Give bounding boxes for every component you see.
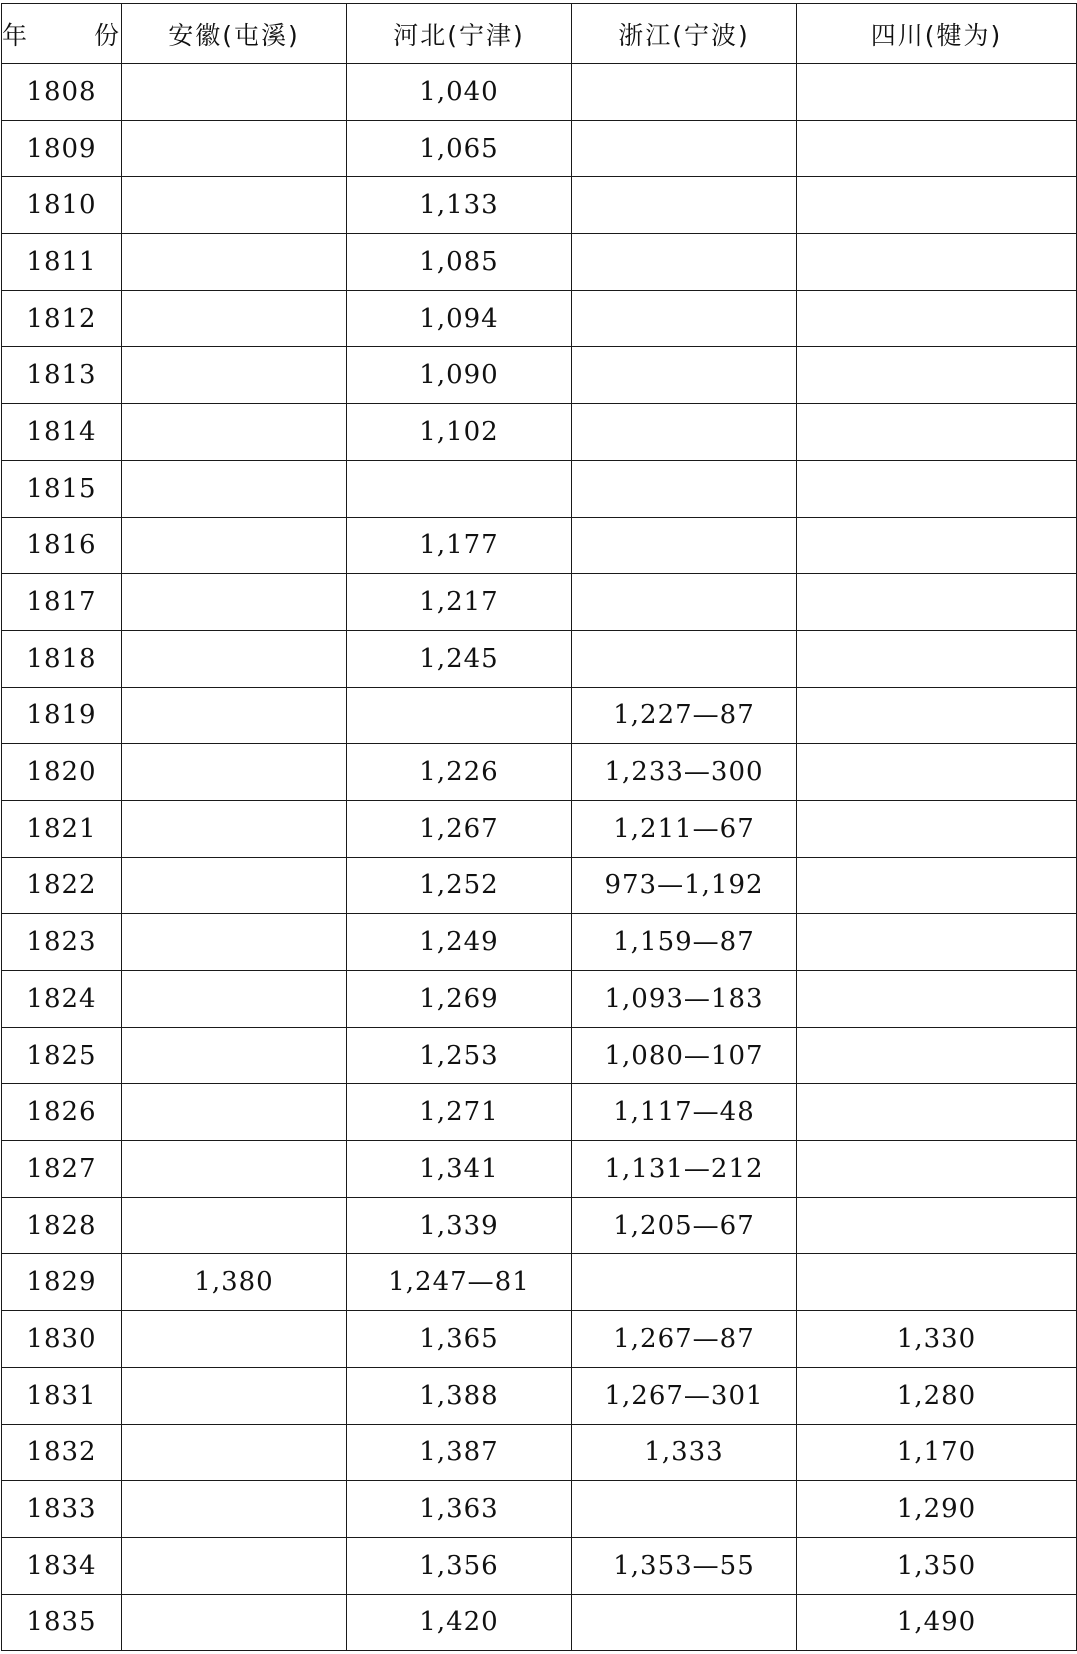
cell-hebei-ningjin: [347, 687, 572, 744]
cell-hebei-ningjin: 1,094: [347, 290, 572, 347]
cell-sichuan-qianwei: [797, 744, 1077, 801]
cell-zhejiang-ningbo: 1,227—87: [572, 687, 797, 744]
cell-year: 1810: [2, 177, 122, 234]
cell-year: 1828: [2, 1197, 122, 1254]
cell-year: 1814: [2, 404, 122, 461]
table-row: [2, 290, 1077, 347]
cell-sichuan-qianwei: [797, 971, 1077, 1028]
cell-hebei-ningjin: 1,102: [347, 404, 572, 461]
cell-zhejiang-ningbo: [572, 460, 797, 517]
cell-hebei-ningjin: 1,252: [347, 857, 572, 914]
cell-year: 1820: [2, 744, 122, 801]
cell-zhejiang-ningbo: [572, 177, 797, 234]
cell-anhui-tunxi: [122, 914, 347, 971]
cell-zhejiang-ningbo: 1,080—107: [572, 1027, 797, 1084]
cell-hebei-ningjin: 1,388: [347, 1367, 572, 1424]
cell-hebei-ningjin: 1,341: [347, 1141, 572, 1198]
cell-year: 1830: [2, 1311, 122, 1368]
cell-sichuan-qianwei: [797, 404, 1077, 461]
cell-hebei-ningjin: 1,065: [347, 120, 572, 177]
table-row: [2, 1254, 1077, 1311]
data-table: [1, 3, 1077, 1651]
cell-anhui-tunxi: [122, 347, 347, 404]
cell-hebei-ningjin: 1,267: [347, 800, 572, 857]
cell-hebei-ningjin: 1,363: [347, 1481, 572, 1538]
cell-anhui-tunxi: [122, 800, 347, 857]
cell-zhejiang-ningbo: [572, 120, 797, 177]
cell-anhui-tunxi: [122, 687, 347, 744]
cell-year: 1811: [2, 234, 122, 291]
cell-anhui-tunxi: [122, 1311, 347, 1368]
table-header: [2, 4, 1077, 64]
table-row: [2, 347, 1077, 404]
cell-zhejiang-ningbo: 1,211—67: [572, 800, 797, 857]
cell-sichuan-qianwei: 1,350: [797, 1537, 1077, 1594]
cell-hebei-ningjin: 1,085: [347, 234, 572, 291]
cell-sichuan-qianwei: [797, 687, 1077, 744]
cell-sichuan-qianwei: [797, 64, 1077, 121]
cell-zhejiang-ningbo: 1,267—87: [572, 1311, 797, 1368]
cell-year: 1821: [2, 800, 122, 857]
cell-year: 1829: [2, 1254, 122, 1311]
cell-zhejiang-ningbo: 1,159—87: [572, 914, 797, 971]
cell-year: 1822: [2, 857, 122, 914]
cell-sichuan-qianwei: [797, 914, 1077, 971]
cell-zhejiang-ningbo: [572, 574, 797, 631]
cell-hebei-ningjin: 1,217: [347, 574, 572, 631]
header-zhejiang-ningbo: 浙江(宁波): [572, 4, 797, 64]
cell-zhejiang-ningbo: 973—1,192: [572, 857, 797, 914]
cell-anhui-tunxi: [122, 971, 347, 1028]
cell-hebei-ningjin: 1,356: [347, 1537, 572, 1594]
cell-hebei-ningjin: 1,387: [347, 1424, 572, 1481]
cell-anhui-tunxi: [122, 574, 347, 631]
cell-sichuan-qianwei: 1,170: [797, 1424, 1077, 1481]
cell-hebei-ningjin: 1,247—81: [347, 1254, 572, 1311]
cell-hebei-ningjin: 1,339: [347, 1197, 572, 1254]
cell-zhejiang-ningbo: 1,131—212: [572, 1141, 797, 1198]
cell-anhui-tunxi: [122, 1594, 347, 1651]
cell-year: 1827: [2, 1141, 122, 1198]
cell-zhejiang-ningbo: [572, 64, 797, 121]
table-row: [2, 914, 1077, 971]
cell-year: 1813: [2, 347, 122, 404]
cell-sichuan-qianwei: [797, 857, 1077, 914]
cell-sichuan-qianwei: [797, 1141, 1077, 1198]
cell-anhui-tunxi: [122, 1481, 347, 1538]
table-row: [2, 1311, 1077, 1368]
cell-hebei-ningjin: 1,177: [347, 517, 572, 574]
table-row: [2, 1367, 1077, 1424]
cell-anhui-tunxi: [122, 1084, 347, 1141]
cell-hebei-ningjin: 1,133: [347, 177, 572, 234]
cell-hebei-ningjin: 1,420: [347, 1594, 572, 1651]
table-row: [2, 1197, 1077, 1254]
table-body: [2, 64, 1077, 1651]
cell-anhui-tunxi: [122, 1537, 347, 1594]
cell-year: 1833: [2, 1481, 122, 1538]
cell-zhejiang-ningbo: [572, 517, 797, 574]
header-anhui-tunxi: 安徽(屯溪): [122, 4, 347, 64]
cell-anhui-tunxi: [122, 177, 347, 234]
cell-sichuan-qianwei: [797, 1254, 1077, 1311]
cell-year: 1808: [2, 64, 122, 121]
table-row: [2, 1594, 1077, 1651]
header-hebei-ningjin: 河北(宁津): [347, 4, 572, 64]
table-row: [2, 687, 1077, 744]
cell-year: 1819: [2, 687, 122, 744]
table-row: [2, 1084, 1077, 1141]
cell-year: 1835: [2, 1594, 122, 1651]
cell-zhejiang-ningbo: [572, 290, 797, 347]
cell-zhejiang-ningbo: [572, 1594, 797, 1651]
cell-sichuan-qianwei: [797, 460, 1077, 517]
table-row: [2, 177, 1077, 234]
table-row: [2, 857, 1077, 914]
cell-year: 1826: [2, 1084, 122, 1141]
cell-zhejiang-ningbo: [572, 1481, 797, 1538]
cell-sichuan-qianwei: 1,280: [797, 1367, 1077, 1424]
cell-anhui-tunxi: [122, 517, 347, 574]
cell-year: 1825: [2, 1027, 122, 1084]
cell-hebei-ningjin: 1,269: [347, 971, 572, 1028]
cell-zhejiang-ningbo: [572, 404, 797, 461]
cell-year: 1824: [2, 971, 122, 1028]
cell-anhui-tunxi: [122, 1424, 347, 1481]
header-row: [2, 4, 1077, 64]
cell-sichuan-qianwei: [797, 630, 1077, 687]
cell-year: 1832: [2, 1424, 122, 1481]
table-row: [2, 120, 1077, 177]
cell-anhui-tunxi: [122, 120, 347, 177]
table-row: [2, 800, 1077, 857]
cell-hebei-ningjin: 1,365: [347, 1311, 572, 1368]
cell-year: 1812: [2, 290, 122, 347]
header-sichuan-qianwei: 四川(犍为): [797, 4, 1077, 64]
cell-zhejiang-ningbo: [572, 347, 797, 404]
table-row: [2, 64, 1077, 121]
table-row: [2, 460, 1077, 517]
cell-hebei-ningjin: 1,249: [347, 914, 572, 971]
cell-year: 1831: [2, 1367, 122, 1424]
cell-hebei-ningjin: 1,245: [347, 630, 572, 687]
cell-zhejiang-ningbo: [572, 630, 797, 687]
cell-zhejiang-ningbo: 1,233—300: [572, 744, 797, 801]
cell-zhejiang-ningbo: 1,353—55: [572, 1537, 797, 1594]
cell-sichuan-qianwei: [797, 517, 1077, 574]
cell-sichuan-qianwei: 1,490: [797, 1594, 1077, 1651]
cell-hebei-ningjin: 1,090: [347, 347, 572, 404]
cell-year: 1809: [2, 120, 122, 177]
table-row: [2, 744, 1077, 801]
cell-anhui-tunxi: [122, 1367, 347, 1424]
cell-zhejiang-ningbo: [572, 1254, 797, 1311]
table-row: [2, 404, 1077, 461]
cell-zhejiang-ningbo: [572, 234, 797, 291]
cell-anhui-tunxi: [122, 290, 347, 347]
cell-anhui-tunxi: [122, 234, 347, 291]
cell-year: 1823: [2, 914, 122, 971]
cell-sichuan-qianwei: [797, 1027, 1077, 1084]
cell-zhejiang-ningbo: 1,267—301: [572, 1367, 797, 1424]
table-row: [2, 234, 1077, 291]
cell-sichuan-qianwei: [797, 234, 1077, 291]
cell-anhui-tunxi: [122, 857, 347, 914]
cell-sichuan-qianwei: [797, 1197, 1077, 1254]
cell-zhejiang-ningbo: 1,117—48: [572, 1084, 797, 1141]
cell-anhui-tunxi: [122, 1141, 347, 1198]
cell-sichuan-qianwei: [797, 347, 1077, 404]
table-row: [2, 574, 1077, 631]
table-row: [2, 517, 1077, 574]
cell-year: 1815: [2, 460, 122, 517]
cell-sichuan-qianwei: [797, 800, 1077, 857]
cell-year: 1834: [2, 1537, 122, 1594]
table-row: [2, 1481, 1077, 1538]
cell-anhui-tunxi: [122, 460, 347, 517]
cell-hebei-ningjin: 1,040: [347, 64, 572, 121]
cell-year: 1818: [2, 630, 122, 687]
header-year: 年 份: [2, 4, 122, 64]
cell-hebei-ningjin: 1,226: [347, 744, 572, 801]
cell-sichuan-qianwei: [797, 574, 1077, 631]
cell-anhui-tunxi: [122, 630, 347, 687]
cell-zhejiang-ningbo: 1,205—67: [572, 1197, 797, 1254]
table-row: [2, 1537, 1077, 1594]
cell-sichuan-qianwei: 1,330: [797, 1311, 1077, 1368]
cell-zhejiang-ningbo: 1,093—183: [572, 971, 797, 1028]
cell-sichuan-qianwei: [797, 177, 1077, 234]
table-row: [2, 1424, 1077, 1481]
cell-anhui-tunxi: 1,380: [122, 1254, 347, 1311]
cell-sichuan-qianwei: 1,290: [797, 1481, 1077, 1538]
table-row: [2, 1027, 1077, 1084]
cell-anhui-tunxi: [122, 404, 347, 461]
cell-sichuan-qianwei: [797, 120, 1077, 177]
cell-sichuan-qianwei: [797, 290, 1077, 347]
cell-anhui-tunxi: [122, 1197, 347, 1254]
cell-hebei-ningjin: [347, 460, 572, 517]
cell-hebei-ningjin: 1,271: [347, 1084, 572, 1141]
cell-hebei-ningjin: 1,253: [347, 1027, 572, 1084]
cell-year: 1816: [2, 517, 122, 574]
cell-zhejiang-ningbo: 1,333: [572, 1424, 797, 1481]
cell-anhui-tunxi: [122, 64, 347, 121]
cell-sichuan-qianwei: [797, 1084, 1077, 1141]
table-row: [2, 630, 1077, 687]
cell-anhui-tunxi: [122, 1027, 347, 1084]
cell-anhui-tunxi: [122, 744, 347, 801]
table-row: [2, 971, 1077, 1028]
table-row: [2, 1141, 1077, 1198]
cell-year: 1817: [2, 574, 122, 631]
